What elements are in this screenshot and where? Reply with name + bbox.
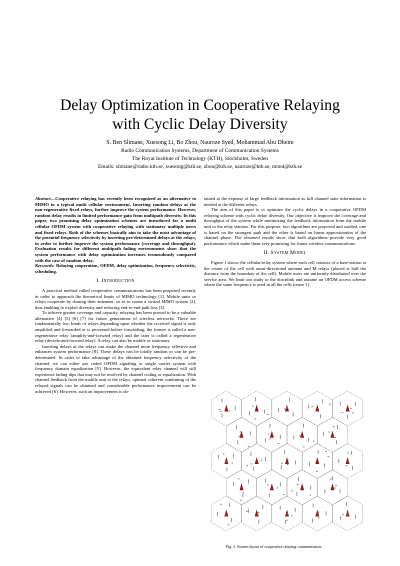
mobile-user-icon <box>277 487 279 488</box>
mobile-user-icon <box>246 511 248 512</box>
mobile-user-icon <box>350 408 352 409</box>
mobile-user-icon <box>239 436 241 437</box>
mobile-user-icon <box>220 504 222 505</box>
base-station-icon <box>255 510 259 517</box>
mobile-user-icon <box>278 443 280 444</box>
title-line-2: with Cyclic Delay Diversity <box>112 116 288 133</box>
mobile-user-icon <box>297 484 299 485</box>
mobile-user-icon <box>286 408 288 409</box>
mobile-user-icon <box>246 465 248 466</box>
mobile-user-icon <box>318 409 320 410</box>
mobile-user-icon <box>333 426 335 427</box>
base-station-icon <box>346 457 350 464</box>
base-station-icon <box>270 431 274 438</box>
figure-system-layout <box>210 377 364 545</box>
mobile-user-icon <box>346 514 348 515</box>
mobile-user-icon <box>317 514 319 515</box>
mobile-user-icon <box>335 485 337 486</box>
mobile-user-icon <box>346 465 348 466</box>
mobile-user-icon <box>341 412 343 413</box>
keywords <box>35 263 196 274</box>
intro-p1-emphasis: virtual MIMO <box>147 299 174 305</box>
base-station-icon <box>285 457 289 464</box>
mobile-user-icon <box>283 494 285 495</box>
author-names: S. Ben Slimane, Xuesong Li, Bo Zhou, Nauroze Syed, Mohammad Abu Dheim <box>106 140 294 146</box>
base-station-icon <box>285 510 289 517</box>
base-station-icon <box>224 405 228 412</box>
mobile-user-icon <box>219 409 221 410</box>
mobile-user-icon <box>232 463 234 464</box>
mobile-user-icon <box>287 459 289 460</box>
mobile-user-icon <box>229 411 231 412</box>
mobile-user-icon <box>269 438 271 439</box>
abstract <box>35 196 196 263</box>
mobile-user-icon <box>328 432 330 433</box>
mobile-user-icon <box>299 435 301 436</box>
mobile-user-icon <box>325 451 327 452</box>
affiliation-line-2: The Royal Institute of Technology (KTH), Stockholm, Sweden <box>132 156 268 162</box>
section-heading-system-model: II. System Model <box>263 250 307 257</box>
mobile-user-icon <box>227 514 229 515</box>
base-station-icon <box>255 457 259 464</box>
mobile-user-icon <box>310 495 312 496</box>
mobile-user-icon <box>254 419 256 420</box>
left-column <box>35 196 196 394</box>
mobile-user-icon <box>316 471 318 472</box>
intro-paragraph-1 <box>35 288 196 310</box>
mobile-user-icon <box>220 411 222 412</box>
mobile-user-icon <box>240 431 242 432</box>
keywords-text: Relaying cooperation, OFDM, delay optimization, frequency selectivity, scheduling. <box>35 263 196 274</box>
base-station-icon <box>300 483 304 490</box>
title-line-1: Delay Optimization in Cooperative Relaying <box>60 97 340 114</box>
mobile-user-icon <box>334 488 336 489</box>
mobile-user-icon <box>342 514 344 515</box>
base-station-icon <box>330 431 334 438</box>
mobile-user-icon <box>248 446 250 447</box>
mobile-user-icon <box>347 461 349 462</box>
mobile-user-icon <box>327 456 329 457</box>
intro-p1-text-a: A practical method called cooperative communications has been proposed recently in order to approach the theoretical limits of MIMO technology [1]. Mobile units or relays cooperate by sharing their antennas, so as to create a <box>35 287 196 305</box>
mobile-user-icon <box>318 517 320 518</box>
mobile-user-icon <box>303 446 305 447</box>
base-station-icon <box>315 405 319 412</box>
mobile-user-icon <box>286 514 288 515</box>
mobile-user-icon <box>347 453 349 454</box>
mobile-user-icon <box>240 500 242 501</box>
mobile-user-icon <box>243 492 245 493</box>
mobile-user-icon <box>261 460 263 461</box>
mobile-user-icon <box>318 512 320 513</box>
mobile-user-icon <box>267 414 269 415</box>
mobile-user-icon <box>267 484 269 485</box>
figure-caption: Fig. 1. System layout of cooperative relaying communication <box>226 545 322 549</box>
mobile-user-icon <box>313 441 315 442</box>
base-station-icon <box>315 510 319 517</box>
paper-title <box>20 96 380 134</box>
mobile-user-icon <box>251 463 253 464</box>
mobile-user-icon <box>258 512 260 513</box>
mobile-user-icon <box>238 478 240 479</box>
mobile-user-icon <box>287 464 289 465</box>
base-station-icon <box>346 405 350 412</box>
base-station-icon <box>255 405 259 412</box>
section-heading-introduction: I. Introduction <box>96 278 135 285</box>
intro-paragraph-3: Inserting delays at the relays can make the channel more frequency selective and enhances system performance [8]. These delays can be totally random or can be pre-determined. In order to take advantage of the obtained frequency selectivity of the channel, we can either use coded OFDM signaling or single carrier system with frequency domain equalization [5]. However, the equivalent relay channel will still experience fading dips that may not be resolved by channel coding or equalization. With channel feedback from the mobile unit to the relays, optimal coherent combining of the relayed signals can be obtained and considerable performance improvement can be achieved [6]. However, such an improvement is ob- <box>35 343 196 394</box>
mobile-user-icon <box>352 413 354 414</box>
mobile-user-icon <box>257 514 259 515</box>
mobile-user-icon <box>286 520 288 521</box>
author-emails: Emails: slimane@radio.kth.se, xuesong@kth.se, zbou@kth.se, nauroze@kth.se, mond@kth.se <box>97 164 303 170</box>
mobile-user-icon <box>223 453 225 454</box>
aim-paragraph: The aim of this paper is to optimize the cyclic delays in a cooperative OFDM relaying scheme with cyclic delay diversity. Our objective is improve the coverage and throughput of the system while minimizing the feedback information from the mobile unit to the relay stations. For this purpose, two algorithms are proposed and studied, one is based on the strongest path and the other is based on linear approximation of the channel phase. The obtained results show that both algorithms provide very good performance which make them very promising for future wireless communications. <box>204 207 366 246</box>
abstract-text: Cooperative relaying has recently been recognized as an alternative to MIMO in a typical multi cellular environment. Inserting random delays at the non-regenerative fixed relays, further improve the system performance. However, random delay results in limited performance gain from multipath diversity. In this paper, two promising delay optimization schemes are introduced for a multi cellular OFDM system with cooperative relaying with stationary multiple users and fixed relays. Both of the schemes basically aim to take the most advantage of the potential frequency selectivity by inserting pre-determined delays at the relays, in order to further improve the system performance (coverage and throughput). Evaluation results for different multipath fading environments show that the system performance with delay optimization increases tremendously compared with the case of random delay. <box>35 196 196 263</box>
base-station-icon <box>224 457 228 464</box>
mobile-user-icon <box>225 461 227 462</box>
mobile-user-icon <box>286 407 288 408</box>
base-station-icon <box>224 510 228 517</box>
mobile-user-icon <box>252 406 254 407</box>
right-column <box>204 196 366 288</box>
base-station-icon <box>270 483 274 490</box>
mobile-user-icon <box>268 433 270 434</box>
mobile-user-icon <box>329 404 331 405</box>
system-model-paragraph: Figure 1 shows the cellular/relay system where each cell consists of a base-station at the center of the cell with omni-directional antenna and M relays (placed at half the distance from the boundary of the cell). Mobile users are uniformly distributed over the service area. We limit our study to the downlink and assume an OFDM access scheme where the same frequency is used in all the cells (reuse 1). <box>204 259 366 288</box>
base-station-icon <box>300 431 304 438</box>
author-block <box>20 139 380 171</box>
mobile-user-icon <box>334 437 336 438</box>
mobile-user-icon <box>330 478 332 479</box>
mobile-user-icon <box>291 490 293 491</box>
abstract-label: Abstract— <box>35 196 56 201</box>
paragraph-continued: tained at the expense of large feedback information as full channel state information is needed at the different relays. <box>204 196 366 207</box>
base-station-icon <box>240 483 244 490</box>
mobile-user-icon <box>228 524 230 525</box>
mobile-user-icon <box>347 513 349 514</box>
mobile-user-icon <box>291 515 293 516</box>
base-station-icon <box>330 483 334 490</box>
intro-paragraph-2: To achieve greater coverage and capacity, relaying has been proved to be a valuable alternative [4] [5] [6] [7] for future generations of wireless networks. There are fundamentally two kinds of relays depending upon whether the received signal is only amplified and forwarded or is processed before forwarding, the former is called a non-regenerative relay (amplify-and-forward relay) and the later is called a regenerative relay (decode-and-forward relay). A relay can also be mobile or stationary. <box>35 310 196 344</box>
keywords-label: Keywords: <box>35 263 55 269</box>
mobile-user-icon <box>284 409 286 410</box>
affiliation-line-1: Radio Communication Systems, Department of Communication Systems <box>121 148 279 154</box>
intro-p1-text-b: system [2], thus enabling to exploit diversity and reducing end-to-end path loss [3]. <box>35 299 197 310</box>
mobile-user-icon <box>311 406 313 407</box>
base-station-icon <box>315 457 319 464</box>
mobile-user-icon <box>282 463 284 464</box>
